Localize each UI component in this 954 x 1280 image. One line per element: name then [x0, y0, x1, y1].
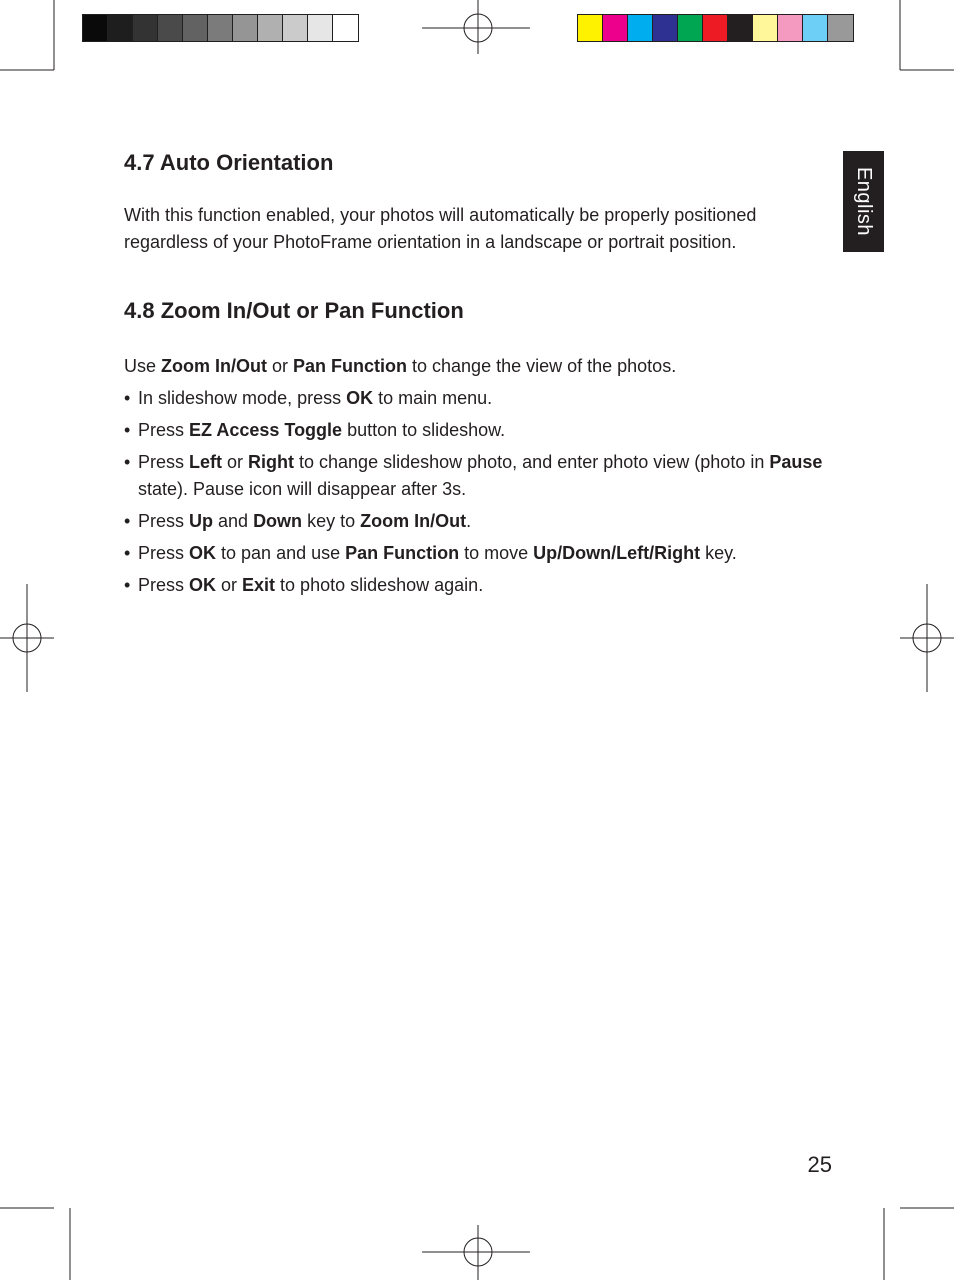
gray-calibration-strip	[82, 14, 359, 42]
text-run: Press	[138, 543, 190, 563]
color-swatch	[133, 15, 158, 41]
section-title-auto-orientation: 4.7 Auto Orientation	[124, 150, 334, 175]
text-run: to main menu.	[373, 388, 493, 408]
key-term: Right	[248, 452, 295, 472]
color-swatch	[108, 15, 133, 41]
text-run: to move	[459, 543, 534, 563]
bullet-icon: •	[124, 452, 131, 472]
color-swatch	[828, 15, 853, 41]
bullet-icon: •	[124, 388, 131, 408]
color-swatch	[653, 15, 678, 41]
key-term: Up	[189, 511, 214, 531]
text-run: In slideshow mode, press	[138, 388, 347, 408]
bullet-icon: •	[124, 511, 131, 531]
text-run: button to slideshow.	[342, 420, 506, 440]
text-run: state). Pause icon will disappear after 3s.	[138, 479, 467, 499]
section-title-zoom-pan: 4.8 Zoom In/Out or Pan Function	[124, 298, 464, 323]
color-swatch	[333, 15, 358, 41]
color-swatch	[158, 15, 183, 41]
page-content	[124, 148, 824, 604]
key-term: Zoom In/Out	[161, 356, 267, 376]
text-run: to pan and use	[216, 543, 346, 563]
list-item	[124, 508, 824, 535]
key-term: Pause	[769, 452, 823, 472]
color-swatch	[578, 15, 603, 41]
color-swatch	[703, 15, 728, 41]
list-item	[124, 449, 824, 503]
text-run: Press	[138, 511, 190, 531]
key-term: Pan Function	[293, 356, 408, 376]
color-swatch	[83, 15, 108, 41]
text-run: and	[213, 511, 254, 531]
key-term: OK	[189, 575, 217, 595]
key-term: Pan Function	[345, 543, 460, 563]
color-swatch	[183, 15, 208, 41]
list-item	[124, 572, 824, 599]
bullet-icon: •	[124, 575, 131, 595]
key-term: Up/Down/Left/Right	[533, 543, 701, 563]
text-run: Press	[138, 575, 190, 595]
page-number: 25	[807, 1152, 832, 1177]
color-swatch	[728, 15, 753, 41]
text-run: .	[466, 511, 472, 531]
text-run: Press	[138, 452, 190, 472]
text-run: or	[216, 575, 243, 595]
key-term: Exit	[242, 575, 276, 595]
text-run: to change slideshow photo, and enter photo view (photo in	[294, 452, 770, 472]
bullet-icon: •	[124, 420, 131, 440]
color-swatch	[603, 15, 628, 41]
color-swatch	[628, 15, 653, 41]
color-swatch	[778, 15, 803, 41]
key-term: Left	[189, 452, 223, 472]
key-term: Down	[253, 511, 303, 531]
language-tab	[843, 151, 884, 252]
text-run: to photo slideshow again.	[275, 575, 484, 595]
key-term: Zoom In/Out	[360, 511, 467, 531]
text-run: or	[222, 452, 249, 472]
color-swatch	[803, 15, 828, 41]
section-body-auto-orientation: With this function enabled, your photos will automatically be properly positioned regardless of your PhotoFrame orientation in a landscape or portrait position.	[124, 205, 757, 252]
color-swatch	[258, 15, 283, 41]
text-run: key to	[302, 511, 361, 531]
color-swatch	[678, 15, 703, 41]
language-tab-label: English	[853, 166, 876, 237]
list-item	[124, 540, 824, 567]
list-item	[124, 385, 824, 412]
key-term: OK	[189, 543, 217, 563]
key-term: OK	[346, 388, 374, 408]
color-swatch	[753, 15, 778, 41]
section-intro-zoom-pan	[124, 353, 824, 380]
color-swatch	[208, 15, 233, 41]
bullet-icon: •	[124, 543, 131, 563]
color-swatch	[283, 15, 308, 41]
list-item	[124, 417, 824, 444]
text-run: key.	[700, 543, 737, 563]
color-swatch	[308, 15, 333, 41]
color-calibration-strip	[577, 14, 854, 42]
text-run: or	[267, 356, 294, 376]
text-run: Press	[138, 420, 190, 440]
color-swatch	[233, 15, 258, 41]
key-term: EZ Access Toggle	[189, 420, 343, 440]
text-run: Use	[124, 356, 162, 376]
text-run: to change the view of the photos.	[407, 356, 677, 376]
instruction-list	[124, 385, 824, 599]
